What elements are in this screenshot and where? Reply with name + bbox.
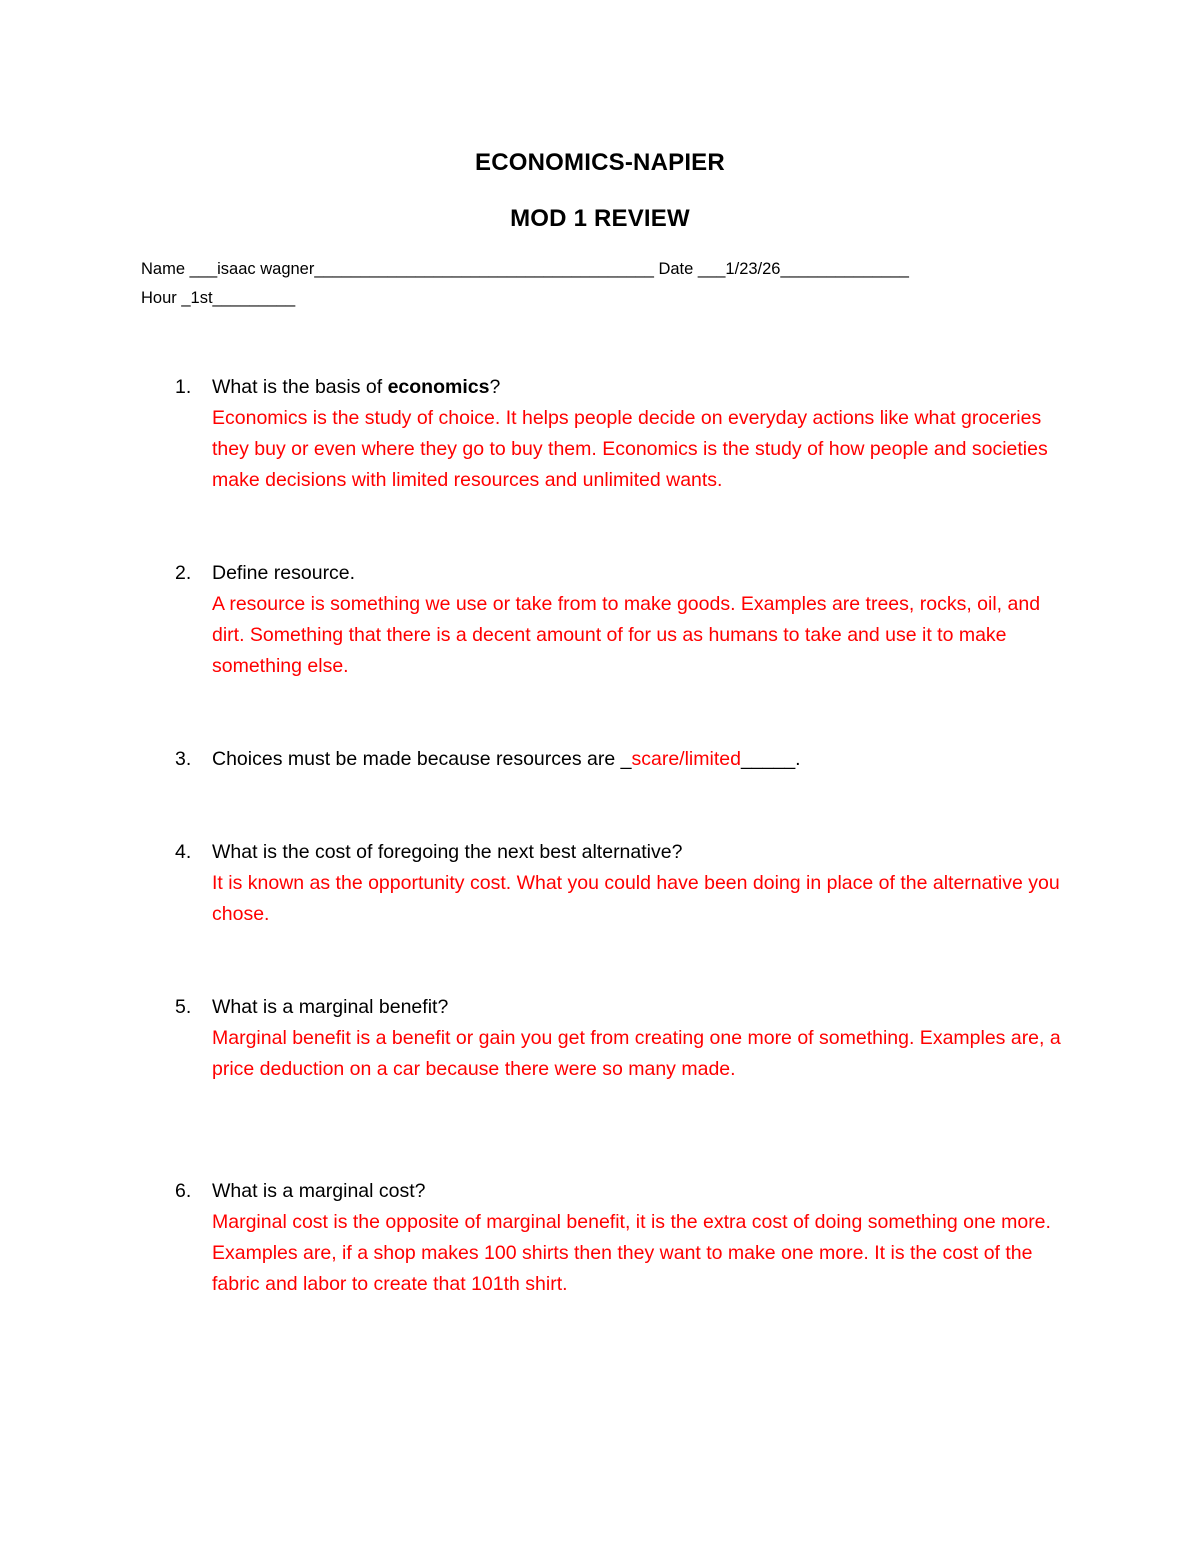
fill-in-answer: scare/limited (631, 748, 741, 770)
answer-text: Economics is the study of choice. It helps people decide on everyday actions like what groceries they buy or even where they go to buy them. Economics is the study of how people and societies make decisions with limited resources and unlimited wants. (212, 407, 1048, 491)
question-text-part: _____. (740, 748, 801, 770)
question-4 (175, 837, 1075, 930)
document-title: ECONOMICS-NAPIER (475, 149, 725, 176)
hour-line: Hour _1st_________ (141, 289, 296, 307)
question-text: Define resource. (212, 562, 356, 584)
question-3 (175, 744, 1075, 775)
question-5 (175, 992, 1075, 1085)
question-text (212, 744, 1075, 775)
question-number: 1. (175, 376, 192, 398)
answer-text: A resource is something we use or take from to make goods. Examples are trees, rocks, oil, and dirt. Something that there is a decent amount of for us as humans to take and use it to make something else. (212, 593, 1041, 677)
question-text (212, 372, 1075, 403)
question-number: 3. (175, 748, 192, 770)
question-2 (175, 558, 1075, 682)
question-text-part: What is the basis of (212, 376, 388, 398)
name-date-line: Name ___isaac wagner_____________________________________ Date ___1/23/26______________ (141, 260, 909, 278)
question-number: 2. (175, 562, 192, 584)
question-text: What is a marginal cost? (212, 1180, 426, 1202)
question-text: What is a marginal benefit? (212, 996, 449, 1018)
answer-text: Marginal benefit is a benefit or gain you get from creating one more of something. Examples are, a price deduction on a car because there were so many made. (212, 1027, 1061, 1080)
document-subtitle: MOD 1 REVIEW (510, 205, 690, 232)
question-1 (175, 372, 1075, 496)
question-number: 6. (175, 1180, 192, 1202)
question-text: What is the cost of foregoing the next best alternative? (212, 841, 683, 863)
question-text-part: Choices must be made because resources are _ (212, 748, 632, 770)
question-number: 4. (175, 841, 192, 863)
answer-text: Marginal cost is the opposite of marginal benefit, it is the extra cost of doing something one more. Examples are, if a shop makes 100 shirts then they want to make one more. It is the cost of the fabric and labor to create that 101th shirt. (212, 1211, 1051, 1295)
question-number: 5. (175, 996, 192, 1018)
question-6 (175, 1176, 1075, 1300)
question-text-bold: economics (387, 376, 490, 398)
question-text-part: ? (489, 376, 501, 398)
answer-text: It is known as the opportunity cost. What you could have been doing in place of the alternative you chose. (212, 872, 1060, 925)
